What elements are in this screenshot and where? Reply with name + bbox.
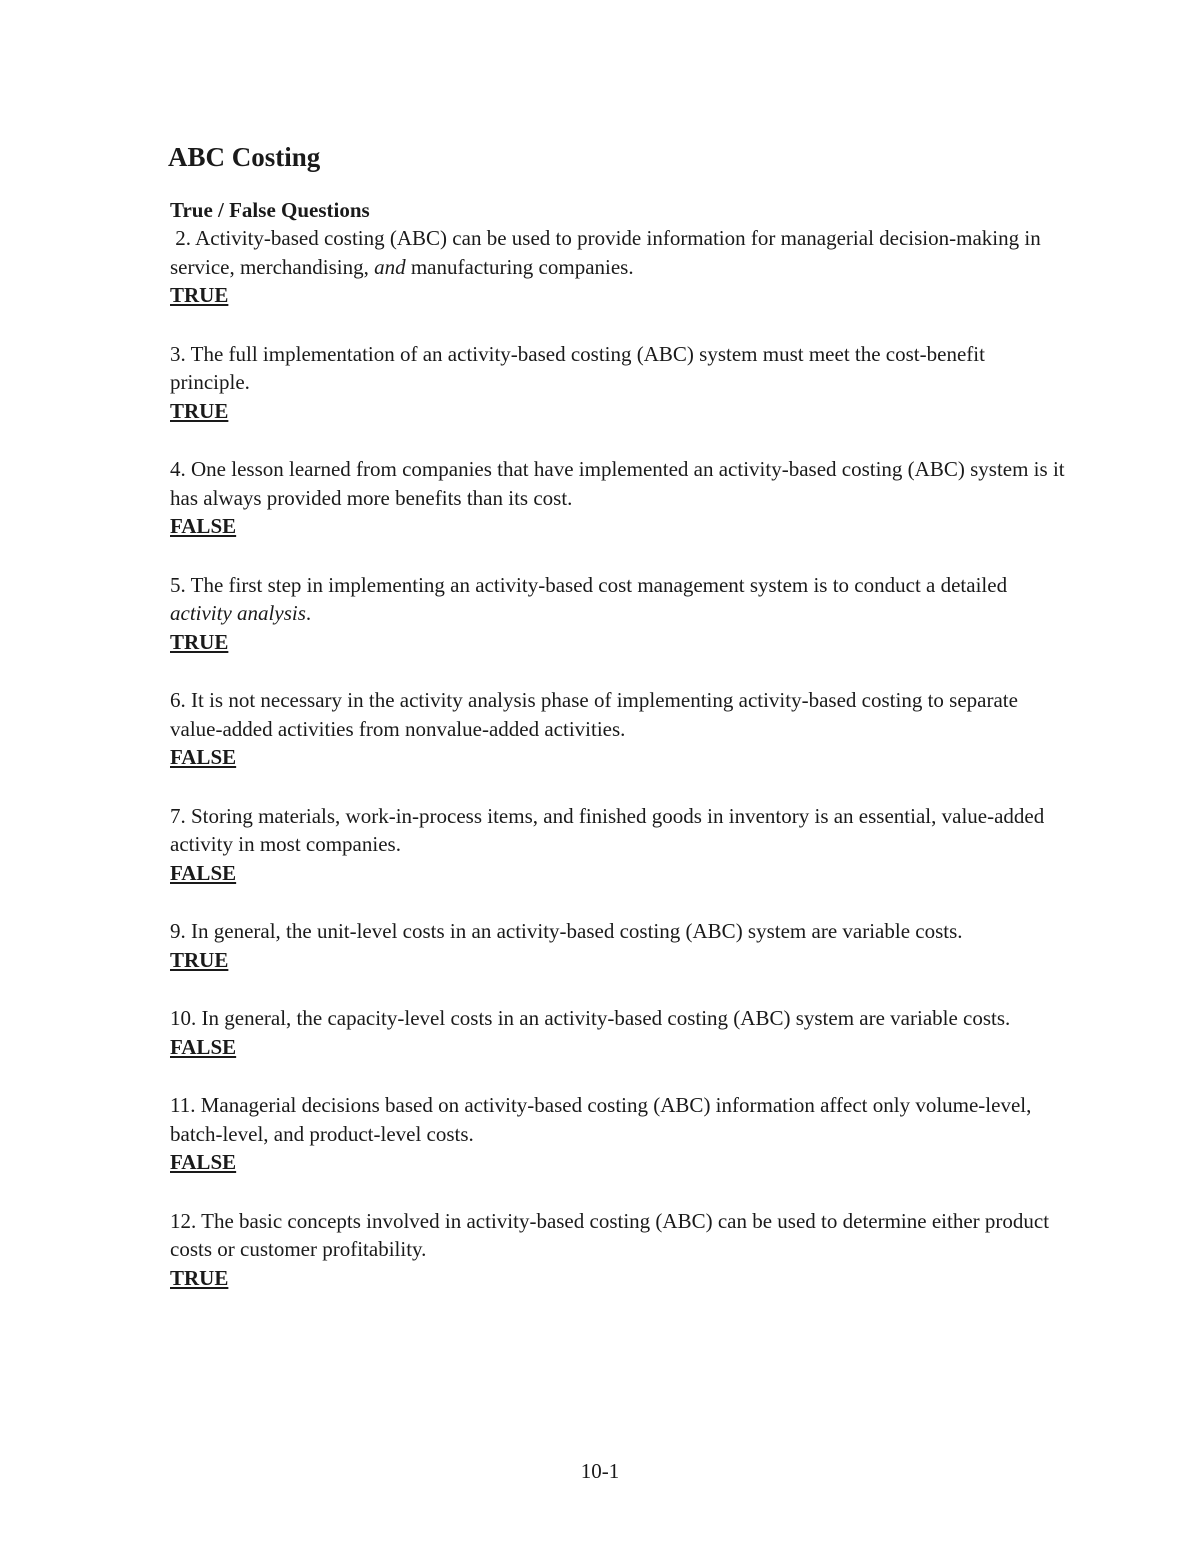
question-item bbox=[170, 686, 1070, 772]
page-number: 10-1 bbox=[580, 1459, 620, 1483]
answer-label: TRUE bbox=[170, 1265, 229, 1290]
question-text bbox=[170, 455, 1070, 512]
question-item bbox=[170, 340, 1070, 426]
question-number: 2. bbox=[175, 226, 191, 250]
question-item bbox=[170, 455, 1070, 541]
question-number: 10. bbox=[170, 1006, 197, 1030]
question-body: Activity-based costing (ABC) can be used to provide information for managerial decision-making in service, merchandising, bbox=[170, 226, 1041, 279]
section-title: True / False Questions bbox=[170, 198, 370, 222]
question-body: Managerial decisions based on activity-based costing (ABC) information affect only volume-level, batch-level, and product-level costs. bbox=[170, 1093, 1032, 1146]
answer-label: TRUE bbox=[170, 398, 229, 423]
question-number: 5. bbox=[170, 572, 186, 597]
question-number: 11. bbox=[170, 1093, 196, 1117]
question-text bbox=[170, 1004, 1070, 1033]
question-text bbox=[170, 1091, 1070, 1148]
question-text bbox=[170, 340, 1070, 397]
answer-label: TRUE bbox=[170, 283, 229, 307]
question-body: One lesson learned from companies that have implemented an activity-based costing (ABC) system is it has always provided more benefits than its cost. bbox=[170, 457, 1065, 510]
question-list bbox=[170, 224, 1070, 1292]
question-body-end: . bbox=[305, 601, 312, 625]
question-body: It is not necessary in the activity analysis phase of implementing activity-based costing to separate value-added activities from nonvalue-added activities. bbox=[170, 688, 1018, 741]
question-item bbox=[170, 917, 1070, 974]
answer-label: FALSE bbox=[170, 860, 237, 885]
question-text bbox=[170, 224, 1070, 281]
question-text bbox=[170, 686, 1070, 743]
document-title: ABC Costing bbox=[168, 142, 321, 172]
question-text bbox=[170, 1207, 1070, 1264]
question-number: 7. bbox=[170, 803, 186, 828]
question-item bbox=[170, 1004, 1070, 1061]
answer-label: TRUE bbox=[170, 947, 229, 972]
question-item bbox=[170, 802, 1070, 888]
answer-label: FALSE bbox=[170, 745, 237, 769]
answer-label: FALSE bbox=[170, 514, 237, 538]
answer-label: TRUE bbox=[170, 629, 229, 654]
question-body: The basic concepts involved in activity-based costing (ABC) can be used to determine either product costs or customer profitability. bbox=[170, 1208, 1050, 1261]
question-number: 9. bbox=[170, 919, 186, 943]
answer-label: FALSE bbox=[170, 1034, 237, 1059]
question-text bbox=[170, 802, 1070, 859]
question-item bbox=[170, 1091, 1070, 1177]
question-body: The first step in implementing an activity-based cost management system is to conduct a detailed bbox=[190, 572, 1008, 597]
question-number: 6. bbox=[170, 688, 186, 712]
question-item bbox=[170, 571, 1070, 657]
question-item bbox=[170, 224, 1070, 310]
question-text bbox=[170, 917, 1070, 946]
question-number: 4. bbox=[170, 457, 186, 481]
question-body: In general, the capacity-level costs in an activity-based costing (ABC) system are variable costs. bbox=[201, 1006, 1011, 1030]
question-body: In general, the unit-level costs in an activity-based costing (ABC) system are variable costs. bbox=[191, 919, 963, 943]
question-body: The full implementation of an activity-based costing (ABC) system must meet the cost-benefit principle. bbox=[170, 341, 985, 394]
question-emphasis: activity analysis bbox=[170, 601, 306, 625]
question-body: Storing materials, work-in-process items, and finished goods in inventory is an essential, value-added activity in most companies. bbox=[170, 803, 1045, 856]
question-number: 3. bbox=[170, 341, 186, 366]
question-body-end: manufacturing companies. bbox=[410, 254, 634, 279]
question-text bbox=[170, 571, 1070, 628]
answer-label: FALSE bbox=[170, 1150, 237, 1174]
question-number: 12. bbox=[170, 1208, 197, 1233]
question-item bbox=[170, 1207, 1070, 1293]
question-emphasis: and bbox=[374, 254, 406, 279]
